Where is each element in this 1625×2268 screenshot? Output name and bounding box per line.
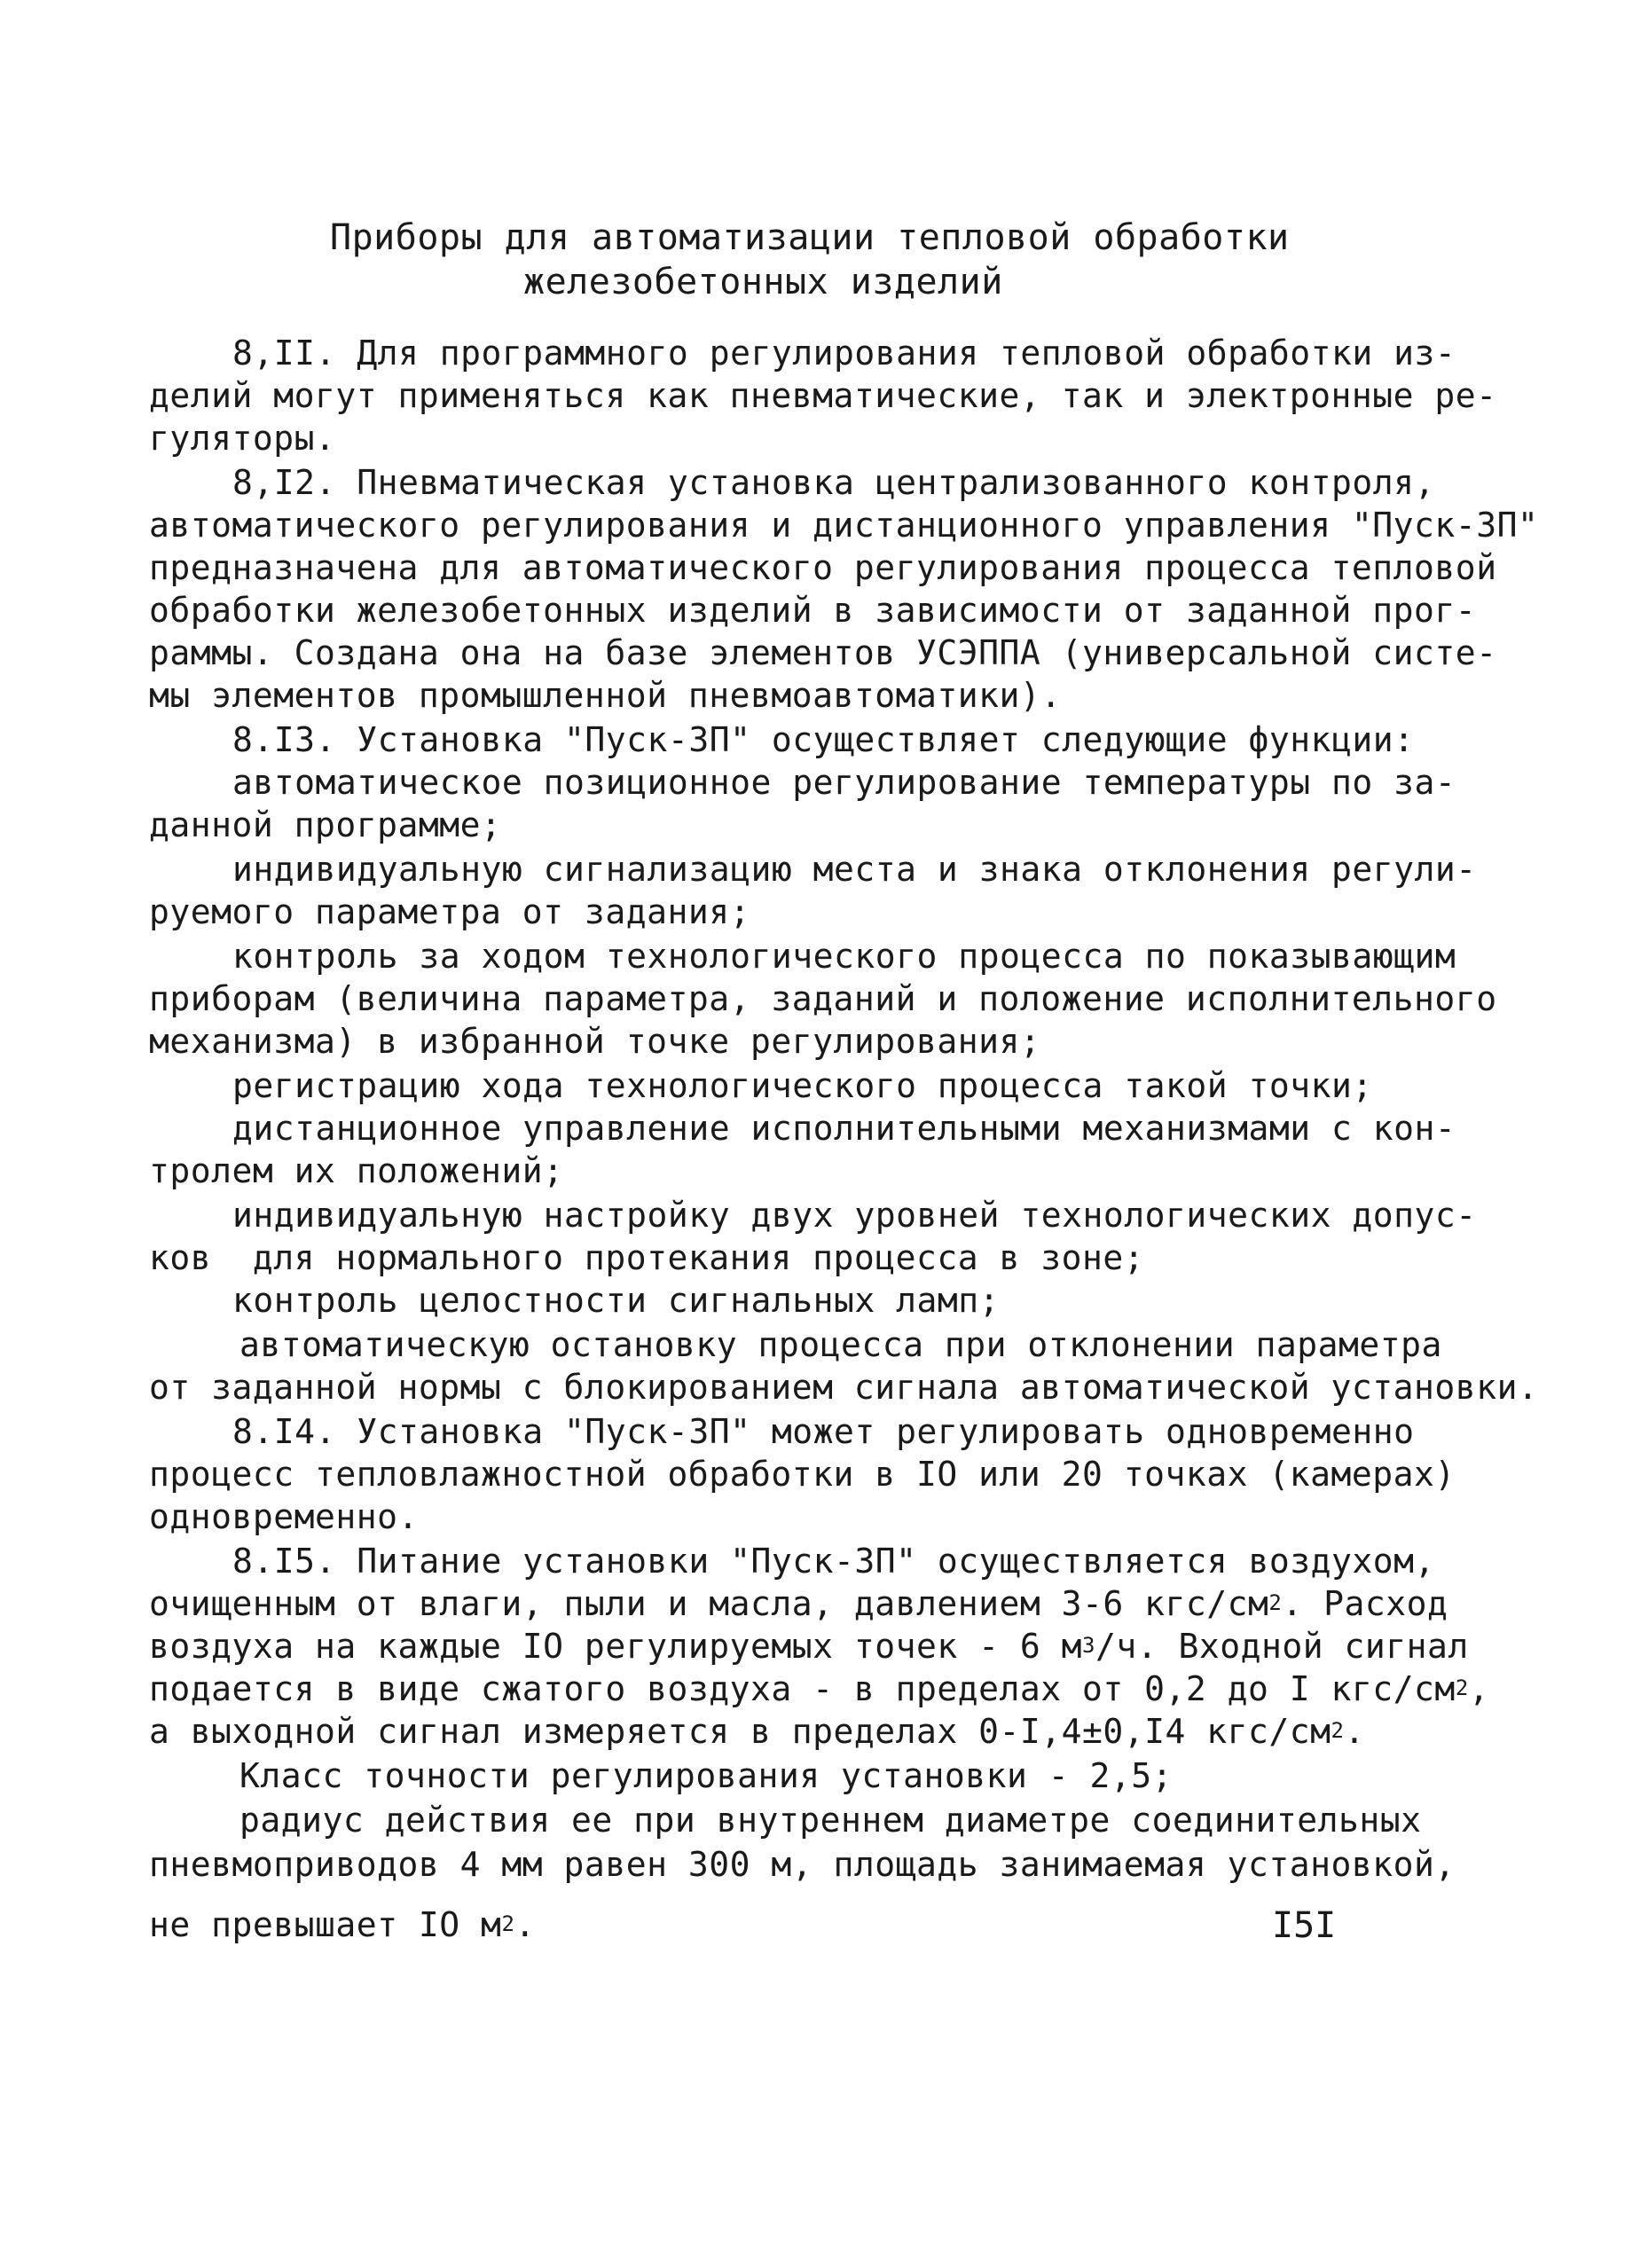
text-line: 8,II. Для программного регулирования тепловой обработки из- (232, 334, 1456, 373)
text-line: 8.I3. Установка "Пуск-3П" осуществляет следующие функции: (232, 720, 1415, 759)
text-line: не превышает IO $м^2$. (149, 1905, 536, 1944)
text-line: ков для нормального протекания процесса в зоне; (149, 1238, 1145, 1277)
text-line: мы элементов промышленной пневмоавтоматики). (149, 676, 1062, 715)
text-line: автоматического регулирования и дистанционного управления "Пуск-3П" (149, 506, 1539, 545)
text-line: 8.I5. Питание установки "Пуск-3П" осуществляется воздухом, (232, 1542, 1435, 1581)
text-line: контроль целостности сигнальных ламп; (232, 1281, 1000, 1320)
text-line: предназначена для автоматического регулирования процесса тепловой (149, 548, 1497, 587)
text-line: приборам (величина параметра, заданий и положение исполнительного (149, 979, 1497, 1018)
text-line: одновременно. (149, 1497, 419, 1536)
text-line: контроль за ходом технологического процесса по показывающим (232, 937, 1456, 976)
text-line: Класс точности регулирования установки - 2,5; (239, 1756, 1174, 1795)
text-line: гуляторы. (149, 419, 336, 458)
text-line: пневмоприводов 4 мм равен 300 м, площадь занимаемая установкой, (149, 1845, 1456, 1884)
text-line: данной программе; (149, 805, 502, 844)
text-line: 8,I2. Пневматическая установка централизованного контроля, (232, 463, 1435, 502)
superscript: 2 (1331, 1718, 1345, 1743)
text-line: дистанционное управление исполнительными механизмами с кон- (232, 1109, 1456, 1148)
text-line: индивидуальную настройку двух уровней технологических допус- (232, 1196, 1477, 1235)
text-line: от заданной нормы с блокированием сигнала автоматической установки. (149, 1368, 1539, 1407)
text-line: а выходной сигнал измеряется в пределах 0-I,4±0,I4 кгс/$см^2$. (149, 1712, 1365, 1751)
title-line-1: Приборы для автоматизации тепловой обработки (330, 217, 1290, 258)
text-line: очищенным от влаги, пыли и масла, давлением 3-6 кгс/$см^2$. Расход (149, 1584, 1448, 1623)
text-line: автоматическую остановку процесса при отклонении параметра (239, 1325, 1442, 1364)
text-line: автоматическое позиционное регулирование температуры по за- (232, 763, 1456, 802)
text-line: обработки железобетонных изделий в зависимости от заданной прог- (149, 591, 1477, 630)
text-line: индивидуальную сигнализацию места и знака отклонения регули- (232, 850, 1477, 889)
superscript: 2 (1268, 1590, 1283, 1615)
title-line-2: железобетонных изделий (523, 262, 1003, 302)
text-line: регистрацию хода технологического процесса такой точки; (232, 1066, 1373, 1105)
page-number: I5I (1272, 1905, 1337, 1946)
text-line: тролем их положений; (149, 1151, 564, 1190)
superscript: 2 (501, 1911, 515, 1936)
text-line: радиус действия ее при внутреннем диаметре соединительных (239, 1801, 1422, 1840)
text-line: процесс тепловлажностной обработки в IO или 20 точках (камерах) (149, 1455, 1456, 1494)
text-line: воздуха на каждые IO регулируемых точек - 6 $м^3/ч$. Входной сигнал (149, 1627, 1469, 1666)
text-line: 8.I4. Установка "Пуск-3П" может регулировать одновременно (232, 1412, 1415, 1451)
text-line: подается в виде сжатого воздуха - в пределах от 0,2 до I кгс/$см^2$, (149, 1669, 1490, 1708)
text-line: делий могут применяться как пневматические, так и электронные ре- (149, 376, 1497, 415)
text-line: механизма) в избранной точке регулирования; (149, 1022, 1041, 1061)
superscript: 2 (1455, 1675, 1469, 1700)
superscript: 3 (1082, 1633, 1095, 1658)
text-line: руемого параметра от задания; (149, 892, 750, 931)
text-line: раммы. Создана она на базе элементов УСЭППА (универсальной систе- (149, 633, 1497, 672)
